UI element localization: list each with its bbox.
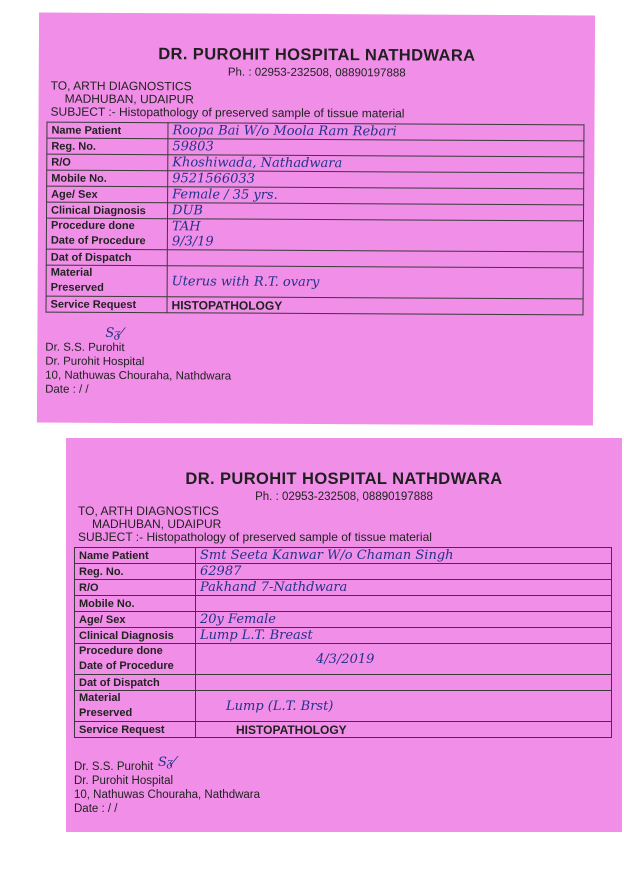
field-label: Dat of Dispatch: [75, 675, 196, 691]
mobile-value: [196, 596, 612, 612]
material-value: Uterus with R.T. ovary: [167, 266, 583, 299]
recipient-address: MADHUBAN, UDAIPUR: [92, 517, 222, 531]
mobile-value: 9521566033: [168, 171, 584, 189]
procedure-label: Procedure done: [79, 645, 163, 657]
procedure-value: [196, 644, 612, 675]
field-label: Service Request: [75, 722, 196, 738]
field-label: Reg. No.: [75, 564, 196, 580]
field-label: Clinical Diagnosis: [75, 628, 196, 644]
residence-value: Pakhand 7-Nathdwara: [196, 580, 612, 596]
patient-details-table: [74, 547, 612, 738]
service-value: HISTOPATHOLOGY: [196, 722, 612, 738]
date-procedure-label: Date of Procedure: [50, 234, 146, 248]
table-row: [75, 644, 612, 675]
field-label: [46, 218, 167, 250]
sender-block: [45, 341, 231, 398]
field-label: Clinical Diagnosis: [47, 202, 168, 219]
doctor-name: Dr. S.S. Purohit: [74, 761, 154, 773]
table-row: [75, 564, 612, 580]
reg-no-value: 59803: [168, 139, 584, 157]
table-row: [75, 675, 612, 691]
recipient-name: TO, ARTH DIAGNOSTICS: [78, 504, 219, 518]
table-row: [75, 628, 612, 644]
requisition-slip: [37, 13, 595, 426]
procedure-value: [167, 219, 583, 252]
recipient-block: [78, 505, 432, 544]
recipient-block: [51, 80, 405, 121]
field-label: Dat of Dispatch: [46, 249, 167, 266]
field-label: Mobile No.: [75, 596, 196, 612]
procedure-date-value: 9/3/19: [171, 234, 214, 250]
table-row: [46, 296, 583, 315]
field-label: Age/ Sex: [75, 612, 196, 628]
hospital-title: DR. PUROHIT HOSPITAL NATHDWARA: [185, 470, 503, 488]
table-row: [75, 580, 612, 596]
age-sex-value: Female / 35 yrs.: [168, 187, 584, 205]
recipient-name: TO, ARTH DIAGNOSTICS: [50, 78, 192, 94]
procedure-done-value: TAH: [171, 219, 201, 235]
field-label: [46, 265, 167, 297]
dispatch-value: [196, 675, 612, 691]
hospital-phone: Ph. : 02953-232508, 08890197888: [255, 491, 433, 503]
patient-details-table: [46, 122, 585, 316]
table-row: [46, 218, 583, 252]
preserved-label: Preserved: [79, 707, 133, 719]
field-label: Service Request: [46, 296, 167, 313]
hospital-street: 10, Nathuwas Chouraha, Nathdwara: [74, 789, 261, 801]
signature-mark: Sᵹ⁄: [158, 755, 176, 770]
requisition-slip: [66, 438, 622, 832]
field-label: Name Patient: [75, 548, 196, 564]
doctor-name: Dr. S.S. Purohit: [45, 341, 125, 354]
table-row: [75, 596, 612, 612]
patient-name-value: Smt Seeta Kanwar W/o Chaman Singh: [196, 548, 612, 564]
field-label: R/O: [75, 580, 196, 596]
subject-line: SUBJECT :- Histopathology of preserved sample of tissue material: [50, 104, 405, 121]
patient-name-value: Roopa Bai W/o Moola Ram Rebari: [168, 123, 584, 141]
residence-value: Khoshiwada, Nathadwara: [168, 155, 584, 173]
material-label: Material: [79, 692, 121, 704]
hospital-street: 10, Nathuwas Chouraha, Nathdwara: [45, 369, 232, 383]
material-value: Lump (L.T. Brst): [196, 691, 612, 722]
table-row: [75, 722, 612, 738]
field-label: R/O: [47, 154, 168, 171]
procedure-label: Procedure done: [50, 219, 135, 233]
procedure-date-value: 4/3/2019: [316, 651, 375, 667]
field-label: Name Patient: [47, 122, 168, 139]
service-value: HISTOPATHOLOGY: [167, 297, 583, 315]
table-row: [75, 612, 612, 628]
field-label: [75, 644, 196, 675]
hospital-phone: Ph. : 02953-232508, 08890197888: [227, 66, 406, 80]
hospital-name: Dr. Purohit Hospital: [74, 775, 174, 787]
field-label: Mobile No.: [47, 170, 168, 187]
signature-mark: Sᵹ⁄: [105, 325, 123, 341]
date-line: Date : / /: [45, 383, 89, 396]
reg-no-value: 62987: [196, 564, 612, 580]
sender-block: [74, 760, 260, 816]
diagnosis-value: DUB: [167, 203, 583, 221]
field-label: Reg. No.: [47, 138, 168, 155]
age-sex-value: 20y Female: [196, 612, 612, 628]
material-label: Material: [50, 266, 93, 279]
field-label: [75, 691, 196, 722]
diagnosis-value: Lump L.T. Breast: [196, 628, 612, 644]
hospital-title: DR. PUROHIT HOSPITAL NATHDWARA: [158, 45, 476, 65]
table-row: [46, 265, 583, 299]
field-label: Age/ Sex: [47, 186, 168, 203]
hospital-name: Dr. Purohit Hospital: [45, 355, 145, 369]
preserved-label: Preserved: [50, 281, 104, 294]
table-row: [75, 548, 612, 564]
date-procedure-label: Date of Procedure: [79, 660, 174, 672]
recipient-address: MADHUBAN, UDAIPUR: [64, 91, 195, 107]
table-row: [75, 691, 612, 722]
date-line: Date : / /: [74, 803, 118, 815]
subject-line: SUBJECT :- Histopathology of preserved sample of tissue material: [78, 530, 432, 544]
